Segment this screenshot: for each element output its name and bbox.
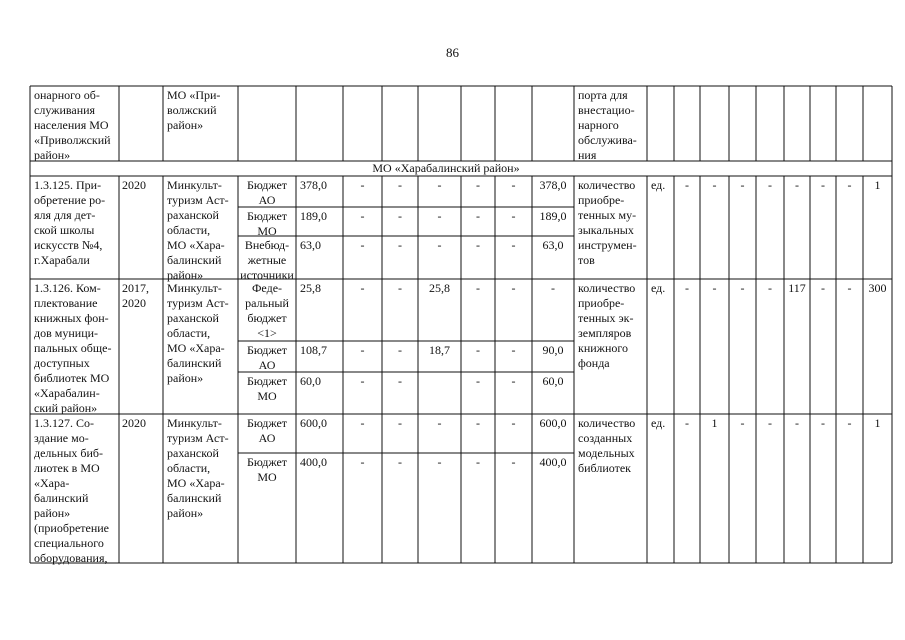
source-y6: - <box>551 281 555 295</box>
source-name: Бюджет МО <box>246 374 288 403</box>
source-name: Внебюд- жетные источники <box>240 238 294 282</box>
unit: ед. <box>651 416 666 430</box>
source-y2: - <box>398 455 402 469</box>
prev-item-indicator: порта для внестацио- нарного обслужива- ния <box>578 88 637 162</box>
indicator-value: - <box>768 416 772 430</box>
item-year: 2020 <box>122 178 146 192</box>
indicator-value: - <box>685 281 689 295</box>
prev-item-executor: МО «При- волжский район» <box>167 88 221 132</box>
source-y5: - <box>511 416 516 430</box>
indicator-value: - <box>847 178 852 192</box>
item-executor: Минкульт- туризм Аст- раханской области, МО «Хара- балинский район» <box>167 178 229 282</box>
source-y5: - <box>511 238 516 252</box>
source-y6: 600,0 <box>539 416 567 430</box>
source-y3: 18,7 <box>429 343 450 357</box>
source-name: Феде- ральный бюджет <1> <box>245 281 289 340</box>
indicator-value: - <box>821 178 825 192</box>
indicator: количество приобре- тенных эк- земпляров книжного фонда <box>578 281 636 370</box>
item-name: 1.3.126. Ком- плектование книжных фон- дов муници- пальных обще- доступных библиотек МО «Харабалин- ский район» <box>34 281 112 415</box>
source-name: Бюджет МО <box>246 209 288 238</box>
source-total: 25,8 <box>300 281 321 295</box>
source-y4: - <box>476 238 480 252</box>
source-y6: 378,0 <box>539 178 567 192</box>
unit: ед. <box>651 178 666 192</box>
item-name: 1.3.125. При- обретение ро- яля для дет- ской школы искусств №4, г.Харабали <box>34 178 106 267</box>
source-y1: - <box>360 374 365 388</box>
source-y2: - <box>398 209 402 223</box>
page-number: 86 <box>446 45 459 60</box>
indicator-value: - <box>821 281 825 295</box>
source-y5: - <box>511 178 516 192</box>
source-y4: - <box>476 178 480 192</box>
source-total: 600,0 <box>300 416 327 430</box>
indicator-value: - <box>847 281 852 295</box>
indicator-value: 300 <box>868 281 887 295</box>
source-y2: - <box>398 238 402 252</box>
source-y1: - <box>360 455 365 469</box>
source-name: Бюджет АО <box>246 178 288 207</box>
source-y4: - <box>476 281 480 295</box>
source-y4: - <box>476 416 480 430</box>
source-y1: - <box>360 238 365 252</box>
indicator-value: - <box>847 416 852 430</box>
item-name: 1.3.127. Со- здание мо- дельных биб- лиотек в МО «Хара- балинский район» (приобретение специального оборудования, <box>34 416 110 565</box>
source-y5: - <box>511 455 516 469</box>
indicator: количество созданных модельных библиотек <box>578 416 636 475</box>
source-total: 189,0 <box>300 209 327 223</box>
item-executor: Минкульт- туризм Аст- раханской области, МО «Хара- балинский район» <box>167 416 229 520</box>
source-y6: 189,0 <box>539 209 567 223</box>
indicator-value: - <box>685 178 689 192</box>
indicator-value: 1 <box>874 416 881 430</box>
source-y6: 60,0 <box>542 374 564 388</box>
indicator-value: - <box>795 416 799 430</box>
source-y5: - <box>511 209 516 223</box>
indicator-value: - <box>821 416 825 430</box>
indicator-value: 117 <box>788 281 806 295</box>
prev-item-name: онарного об- служивания населения МО «Приволжский район» <box>34 88 111 162</box>
item-year: 2020 <box>122 416 146 430</box>
source-y5: - <box>511 374 516 388</box>
source-y6: 63,0 <box>542 238 564 252</box>
item-executor: Минкульт- туризм Аст- раханской области, МО «Хара- балинский район» <box>167 281 229 385</box>
unit: ед. <box>651 281 666 295</box>
source-y5: - <box>511 281 516 295</box>
source-y2: - <box>398 178 402 192</box>
item-year: 2017, 2020 <box>122 281 149 310</box>
indicator-value: 1 <box>874 178 881 192</box>
source-y2: - <box>398 374 402 388</box>
source-y2: - <box>398 416 402 430</box>
indicator-value: - <box>768 281 772 295</box>
indicator: количество приобре- тенных му- зыкальных инструмен- тов <box>578 178 637 267</box>
indicator-value: - <box>795 178 799 192</box>
source-y4: - <box>476 455 480 469</box>
indicator-value: - <box>768 178 772 192</box>
source-total: 63,0 <box>300 238 321 252</box>
source-name: Бюджет АО <box>246 343 288 372</box>
source-y3: - <box>437 178 442 192</box>
source-y1: - <box>360 281 365 295</box>
source-y3: - <box>437 416 442 430</box>
source-y3: 25,8 <box>429 281 450 295</box>
indicator-value: - <box>740 281 745 295</box>
indicator-value: - <box>740 178 745 192</box>
source-y2: - <box>398 343 402 357</box>
source-name: Бюджет МО <box>246 455 288 484</box>
source-y1: - <box>360 178 365 192</box>
source-name: Бюджет АО <box>246 416 288 445</box>
indicator-value: - <box>712 178 717 192</box>
source-y3: - <box>437 238 442 252</box>
source-y4: - <box>476 209 480 223</box>
source-y5: - <box>511 343 516 357</box>
source-y2: - <box>398 281 402 295</box>
source-total: 400,0 <box>300 455 327 469</box>
indicator-value: - <box>685 416 689 430</box>
source-y3: - <box>437 455 442 469</box>
source-total: 60,0 <box>300 374 321 388</box>
source-y4: - <box>476 343 480 357</box>
source-y1: - <box>360 209 365 223</box>
source-y1: - <box>360 416 365 430</box>
section-title: МО «Харабалинский район» <box>372 161 520 175</box>
source-y6: 90,0 <box>542 343 564 357</box>
indicator-value: - <box>712 281 717 295</box>
source-y3: - <box>437 209 442 223</box>
indicator-value: 1 <box>711 416 718 430</box>
source-total: 378,0 <box>300 178 327 192</box>
indicator-value: - <box>740 416 745 430</box>
source-y4: - <box>476 374 480 388</box>
source-y1: - <box>360 343 365 357</box>
source-y6: 400,0 <box>539 455 567 469</box>
source-total: 108,7 <box>300 343 327 357</box>
